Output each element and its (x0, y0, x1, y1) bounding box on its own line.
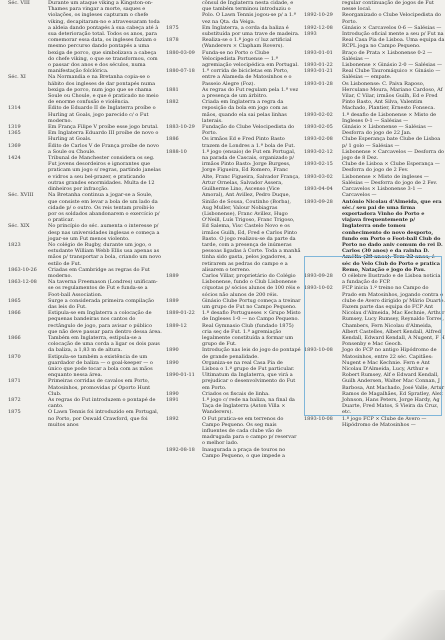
entry-text: Os Lisbonense: C. Paiva Raposo, Herculano Moura, Mariano Cardoso, Af Vilar, C Vilar, irmãos Guilh, Ed e Fred Pinto Basto, Ant Silva, Valentim Machado, Plantier, Ernesto Fonseca. (342, 80, 443, 112)
timeline-entry (0, 143, 162, 155)
entry-year: 1893-01-21 (304, 68, 333, 75)
entry-text: cônsul de Inglaterra nesta cidade, e que também terminou introduziu o Polo. O Lawn Tennis jogou-se p/ a 1.ª vez na Qta. da Veiga. (202, 0, 297, 25)
timeline-entry (166, 273, 301, 298)
entry-year: 1893-10-08 (304, 415, 333, 422)
entry-year: 1893-10-02 (304, 285, 333, 292)
entry-text: Criada em Inglaterra a regra da reposição da bola em jogo com as mãos, quando ela sai pelas linhas laterais. (202, 99, 288, 124)
entry-year: Séc. VIII (8, 0, 30, 6)
entry-text: Braço de Prata × Lisbonense 0-2 — Salésias — (342, 49, 433, 62)
entry-text: Criados os fiscais de linha. (202, 390, 270, 397)
timeline-entry (0, 74, 162, 105)
timeline-entry (166, 50, 301, 69)
entry-text: Na Bretanha continua a jogar-se a Soule, que consiste em levar a bola de um lado da cidade p/ o outro. Os reis tentam proibi-lo por os soldados abandonarem o exercício p/ o praticar. (48, 192, 160, 224)
entry-text: Funda-se no Porto o Clube Velocipedista Portuense — 1.ª agremiação velocipédica em Portugal. (202, 49, 299, 69)
timeline-entry (166, 447, 301, 459)
timeline-entry (0, 335, 162, 354)
timeline-entry (166, 397, 301, 416)
entry-year: 1865 (8, 297, 21, 304)
entry-text: 1.º jogo c/ rede na baliza, na final da Taça de Inglaterra (Aston Villa × Wanderers). (202, 397, 295, 416)
timeline-entry (0, 267, 162, 279)
entry-year: 1889 (166, 272, 179, 279)
timeline-entry (0, 192, 162, 223)
entry-text: Na Normandia e na Bretanha copia-se o hábito dos ingleses de dar pontapés numa bexiga de porco, num jogo que se chama Soule ou Choule, e que é praticado no meio de enorme confusão e violência. (48, 74, 159, 106)
entry-text: Estipula-se em Inglaterra a colocação de pequenas bandeiras nos cantos do rectângulo de jogo, para avisar o público que não deve passar para dentro dessa área. (48, 310, 162, 335)
timeline-entry (0, 409, 162, 428)
entry-year: 1889-01-22 (166, 310, 195, 317)
entry-text: 1.º jogo (ensaio) de Fut em Portugal, na parada de Cascais, organizado p/ irmãos Pinto Basto: Jorge Burgess, Jorge Figueira, Ed Romero, Franc Alte, Franc Figueira, Salvador França, Artur Ornelas, Salvador Assera, Guilherme Lino, Ascenso (Vice Amoral), Ant Avillez, Pedro Duque, Sinião de Sousa, Coutinho (Borba), Aug Muller, Valour Nobiagras (Lisbonense), Franc Avillez, Hugo O'Neill, Luís Trigoso, Franc Trigoso, Ed Salema, Visc Castelo Novo e os irmãos Guilh, Ed, Fred e Carlos Pinto Basto. O jogo realizou-se da parte da tarde, com a presença de inúmeras pessoas ligadas à Corte. Toda a manhã tinha sido gasta, pelos jogadores, a retirarem as pedras do campo e a alisarem o terreno. (202, 148, 301, 273)
entry-year: 1863-12-08 (8, 279, 37, 286)
entry-text: Inaugurada a praça de touros no Campo Pequeno, o que impede a (202, 446, 286, 459)
entry-year: 1893-02-08 (304, 136, 333, 143)
timeline-entry (166, 68, 301, 87)
entry-year: 1890 (166, 390, 179, 397)
timeline-entry (304, 136, 445, 148)
entry-year: 1886 (166, 136, 179, 143)
timeline-entry (0, 105, 162, 124)
timeline-entry (0, 310, 162, 335)
timeline-entry (166, 323, 301, 348)
entry-year: Séc. XI (8, 74, 26, 81)
timeline-entry (304, 149, 445, 161)
timeline-entry (304, 112, 445, 124)
entry-text: Clube Esperança bate Clube de Lisboa p/ 1 golo — Salésias — (342, 136, 441, 149)
timeline-entry (166, 310, 301, 322)
entry-year: 1893 (304, 31, 317, 38)
timeline-entry (0, 242, 162, 267)
timeline-entry (0, 298, 162, 310)
entry-year: 1893-03-02 (304, 173, 333, 180)
entry-year: 1365 (8, 130, 21, 137)
entry-year: 1871 (8, 378, 21, 385)
entry-text: Jogo do FCP no antigo Hipódromo de Matosinhos, entre 22 séc. Capitães: Nugent e Mac Kechnie. Fern e Ant Nicolau D'Almeida, Lucy, Arthur e Robert Rumsey, Alf e Edward Kendall, Guilh Andersen, Walter Mac Connan, J Barbosa, Ant Machado, José Valle, Artur Ramos de Magalhães, Ed Spratley, Alex Johnson, Hans Peters, Jorge Hardy, Ag Duarte, Fred Matos, S Vieira da Cruz, etc. (342, 347, 445, 416)
entry-year: 1893-04-04 (304, 186, 333, 193)
entry-year: 1883-10-29 (166, 124, 195, 131)
entry-year: 1314 (8, 105, 21, 112)
entry-text: Durante um ataque viking a Kingston-on-Thames para vingar a morte, saques e violações, os ingleses capturam o chefe viking, decapitaram-no e atravessaram toda a aldeia dando pontapés à sua cabeça até à sua deterioração total. Todos os anos, para comemorar essa data, os ingleses faziam o mesmo percurso dando pontapés a uma bexiga de porco, que simbolizava a cabeça do chefe viking, o que se transformou, com o passar dos anos e dos séculos, numa manifestação folclórica. (48, 0, 160, 75)
entry-text: Ginásio × Carcavelos 0-6 — Salésias — (342, 24, 442, 31)
entry-year: 1893-01-01 (304, 49, 333, 56)
timeline-entry (166, 124, 301, 136)
entry-year: 1893-10-08 (304, 347, 333, 354)
entry-text: O célebre Ilustrado e de Lisboa noticia a fundação do FCP. (342, 272, 441, 286)
timeline-column-1 (0, 0, 162, 428)
entry-text: O Lawn Tennis foi introduzido em Portugal, no Porto, por Oswald Crawford, que foi muitos anos (48, 409, 159, 428)
timeline-entry (304, 174, 445, 186)
entry-text: Ginásio × Lisbonense — Salésias — Desforra do jogo de 22 Jan. (342, 124, 433, 137)
entry-text: Também em Inglaterra, estipula-se a colocação de uma corda a ligar os dois paus da baliza, a 1,83 m de altura. (48, 334, 160, 354)
entry-text: Em Inglaterra, a corda da baliza é substituída por uma trave de madeira. (202, 24, 300, 38)
entry-year: 1369 (8, 142, 21, 149)
timeline-entry (304, 68, 445, 80)
entry-year: 1890 (166, 347, 179, 354)
timeline-entry (166, 99, 301, 124)
entry-year: Séc. XVIII (8, 192, 34, 199)
entry-year: 1881 (166, 86, 179, 93)
timeline-entry (166, 416, 301, 447)
timeline-entry (0, 155, 162, 192)
entry-text: Lisbonense × Ginásio 2-0 — Salésias — (342, 62, 443, 69)
timeline-entry (304, 161, 445, 173)
timeline-entry (166, 37, 301, 49)
entry-year: 1878 (166, 37, 179, 44)
timeline-column-2 (166, 0, 301, 459)
entry-text: Introdução oficial mente a seu p/ Fut na Real Casa Pia de Lisboa. Uma equipa da RCPL joga no Campo Pequeno. (342, 31, 445, 50)
entry-text: Édito de Carlos V de França proíbe de novo a Soule ou Choule. (48, 142, 159, 155)
entry-year: 1890-01-11 (166, 372, 195, 379)
timeline-entry (0, 223, 162, 242)
timeline-entry (166, 0, 301, 25)
entry-year: 1891 (166, 397, 179, 403)
entry-year: 1870 (8, 353, 21, 360)
timeline-entry (304, 50, 445, 62)
entry-text: Na taverna Freemason (Londres) unificam-se os regulamentos de Fut e funda-se a Foot-ball Association. (48, 279, 158, 298)
entry-text: Carlos Villar, proprietário do Colégio Lisbonense, fundo o Club Lisbonense c/quotas p/ sócios alunos de 100 réis e sócios não alunos de 200 réis. (202, 272, 300, 298)
entry-year: 1872 (8, 397, 21, 403)
entry-text: O Fut pratica-se em terrenos do Campo Pequeno. Os seg mais influentes de cada clube vão de madrugada para o campo p/ reservar o melhor lado. (202, 415, 297, 447)
entry-year: Séc. XIX (8, 223, 30, 230)
timeline-entry (166, 87, 301, 99)
entry-year: 1424 (8, 155, 21, 162)
entry-text: Em França Filipe V proíbe esse jogo brutal. (48, 124, 159, 131)
entry-text: Lisbonense × Carcavelos — Desforra do jogo de 8 Dez. (342, 148, 445, 162)
entry-year: 1889 (166, 297, 179, 304)
entry-text: Tribunal de Manchester considera os seg. Fut jovens desordeiros e ignorantes que praticam um jogo s/ regras, partindo janelas e vidros a seu bel-prazer, e praticando outras grandes enormidades. Multa de 12 dinheiros por infracção. (48, 155, 161, 193)
entry-year: 1889-12 (166, 322, 187, 329)
entry-text: Real Clube Tauromáquico × Ginásio — Salésias — empate. (342, 68, 441, 81)
timeline-entry (304, 31, 445, 50)
entry-year: 1893-09-28 (304, 272, 333, 279)
entry-year: 1880-03-09 (166, 49, 195, 56)
timeline-entry (166, 149, 301, 273)
entry-text: 1.º jogo FCP × Clube de Avero — Hipódromo de Matosinhos — (342, 415, 427, 428)
entry-text: Realiza-se o 1.º jogo c/ luz artificial (Wanderers × Clapham Rovers). (202, 37, 292, 50)
timeline-entry (166, 347, 301, 359)
entry-text: Clube de Lisboa × Clube Esperança — Desforra do jogo de 2 Fev. (342, 161, 440, 174)
entry-text: Introdução nas leis do jogo do pontapé de grande penalidade. (202, 347, 301, 360)
entry-text: FCP inicia 1.º treino no Campo do Prado em Matosinhos, jogando contra o clube de Avero dirigido p/ Mário Duarte. Fazem parte das equipa do FCP Ant Nicolau d'Almeida, Mac Kechnie, Arthur Rumsey, Lucy Rumsey, Reynaldo Torres, Chambers, Fern Nicolau d'Almeida, Albert Castelles, Albert Kendall, Alfred Kendall, Edward Kendall, A Nugent, F H Ponsenby e Mac Geoch. (342, 285, 445, 348)
entry-year: 1893-09-28 (304, 198, 333, 205)
entry-text: Reorganizado o Clube Velocipedista do Porto. (342, 12, 441, 25)
entry-year: 1893-02-02 (304, 111, 333, 118)
timeline-entry (0, 279, 162, 298)
page-curl-shadow (375, 590, 445, 640)
timeline-entry (0, 130, 162, 142)
entry-text: Lisbonense × Misto de ingleses — Salésias — Desforra do jogo de 2 Fev. (342, 173, 438, 186)
timeline-entry (304, 124, 445, 136)
entry-text: As regras do Fut introduzem o pontapé de canto. (48, 397, 156, 410)
entry-year: 1893-02-12 (304, 148, 333, 155)
entry-text: Ultimatum da Inglaterra, que virá a prejudicar o desenvolvimento do Fut em Porto. (202, 372, 296, 391)
entry-text: 1.ª corrida de bicicletas em Porto, entre a Alameda de Matosinhos e o Passeio Alegre (Foz). (202, 68, 292, 87)
entry-year: 1893-01-28 (304, 80, 333, 87)
entry-year: 1892-10-29 (304, 12, 333, 19)
entry-year: 1319 (8, 124, 21, 131)
entry-year: 1863-10-26 (8, 266, 37, 273)
entry-year: 1890 (166, 359, 179, 366)
timeline-entry (304, 0, 445, 12)
entry-year: 1893-02-05 (304, 124, 333, 131)
entry-text: Fundação do Clube Velocipedista do Porto. (202, 124, 295, 137)
entry-text: 1.º desafio de Lisbonense × Misto de Ingleses 0-1 — Salésias — (342, 111, 437, 124)
entry-text: Organiza-se na real Casa Pia de Lisboa o 1.º grupo de Fut particular. (202, 359, 295, 372)
entry-text: Criadas em Cambridge as regras do Fut moderno. (48, 266, 150, 279)
entry-text: Primeiras corridas de cavalos em Porto, Matosinhos, promovidas p/ Oporto Hunt Club. (48, 378, 151, 397)
entry-year: 1823 (8, 241, 21, 248)
entry-text: Real Gymnasio Club (fundado 1875) cria seç de Fut. 1.ª agremiação legalmente constituída a formar um grupo de Fut. (202, 322, 294, 348)
entry-year: 1880-07-18 (166, 68, 195, 75)
timeline-entry (166, 136, 301, 148)
entry-year: 1892-08-18 (166, 446, 195, 453)
timeline-entry (304, 12, 445, 24)
timeline-entry (166, 360, 301, 372)
entry-text: No colégio de Rugby, durante um jogo, o estudante William Webb Ellis usa apenas as mãos p/ transportar a bola, criando um novo estilo de Fut. (48, 241, 162, 267)
entry-year: 1892 (166, 415, 179, 422)
entry-text: 1.º desafio Portugueses × Grupo Misto de Ingleses 1-0 — no Campo Pequeno. (202, 310, 301, 323)
timeline-entry (304, 81, 445, 112)
timeline-entry (0, 0, 162, 74)
timeline-entry (304, 416, 445, 428)
timeline-entry (0, 378, 162, 397)
entry-year: 1866 (8, 310, 21, 317)
timeline-entry (0, 397, 162, 409)
entry-year: 1875 (166, 24, 179, 31)
entry-text: Ginásio Clube Portug começa a treinar um grupo de Fut no Campo Pequeno. (202, 297, 301, 310)
entry-year: 1892-12-08 (304, 24, 333, 31)
timeline-entry (0, 354, 162, 379)
timeline-entry (166, 372, 301, 391)
entry-text: Carcavelos × Lisbonense 3-1 — Carcavelos — (342, 186, 423, 199)
entry-text: Édito de Eduardo II de Inglaterra proíbe o Hurling at Goals, jogo parecido c/ o Fut moderno. (48, 105, 156, 124)
highlight-box-fcp-founding (304, 256, 442, 416)
entry-text: No princípio do séc. aumenta o interesse p/ desp nas universidades inglesas e começa a jogar-se um Fut menos violento. (48, 223, 160, 242)
entry-year: 1875 (8, 409, 21, 416)
entry-text: As regras do Fut regulam pela 1.ª vez a presença de um árbitro. (202, 86, 299, 100)
timeline-entry (304, 186, 445, 198)
entry-text: Os irmãos Ed e Fred Pinto Basto trazem de Londres a 1.ª bola de Fut. (202, 136, 296, 149)
entry-year: 1893-01-22 (304, 62, 333, 69)
entry-year: 1888-10 (166, 148, 187, 155)
entry-text: Estipula-se também a existência de um guardador de baliza — o goal-keeper — o único que pode tocar a bola com as mãos enquanto nessa área. (48, 353, 153, 379)
entry-text: Em Inglaterra Eduardo III proíbe de novo o Hurling at Goals. (48, 130, 159, 143)
entry-year: 1866 (8, 334, 21, 341)
entry-text: regular continuação de jogos de Fut nesse local. (342, 0, 434, 13)
entry-year: 1893-02-15 (304, 161, 333, 168)
timeline-entry (166, 25, 301, 37)
entry-text: António Nicolau d'Almeida, que era séc./ seu pai de uma firma exportadora Vinho do Porto e viajava frequentemente p/ Inglaterra onde tomou conhecimento do novo desporto, fundo em Porto o Foot-ball Club do Porto no dado aniv comum do rei D. Carlos (30 anos) e da rainha D. Amélia (28 anos). Tem 22 anos, é séc do Velo Club do Porto e pratica Remo, Natação e jogo do Pau. (342, 198, 443, 273)
timeline-entry (166, 298, 301, 310)
entry-text: Surge a considerada primeira compilação das leis do Fut. (48, 297, 155, 310)
entry-year: 1882 (166, 99, 179, 106)
